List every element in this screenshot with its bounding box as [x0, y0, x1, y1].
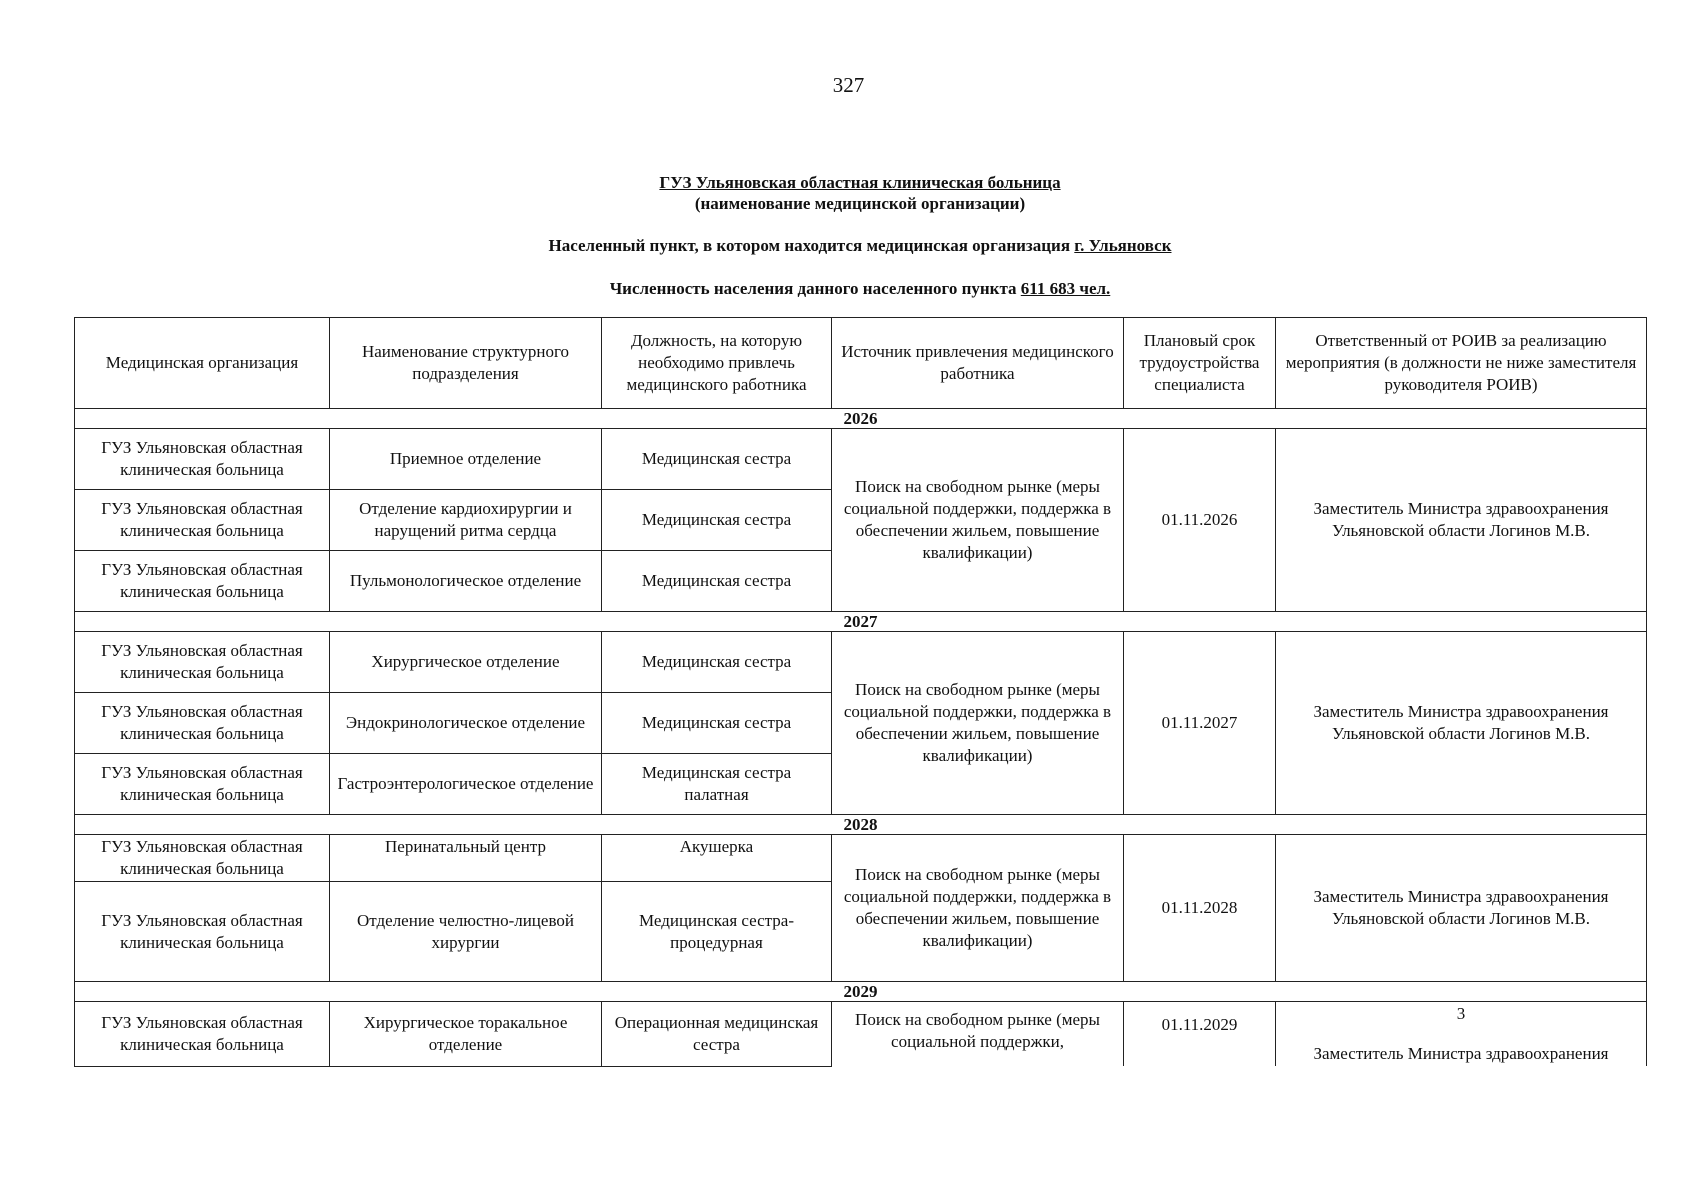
year-label: 2026: [75, 409, 1647, 429]
dept-cell: Перинатальный центр: [330, 835, 602, 882]
org-name: ГУЗ Ульяновская областная клиническая больница: [659, 173, 1061, 192]
year-label: 2029: [75, 982, 1647, 1002]
col-header-org: Медицинская организация: [75, 318, 330, 409]
source-cell: Поиск на свободном рынке (меры социальной поддержки, поддержка в обеспечении жильем, повышение квалификации): [832, 429, 1124, 612]
org-cell: ГУЗ Ульяновская областная клиническая больница: [75, 835, 330, 882]
org-cell: ГУЗ Ульяновская областная клиническая больница: [75, 429, 330, 490]
year-row: [75, 612, 1647, 632]
dept-cell: Хирургическое торакальное отделение: [330, 1002, 602, 1067]
marker: 3: [1456, 1004, 1466, 1023]
population-value: 611 683 чел.: [1020, 279, 1111, 298]
year-row: [75, 409, 1647, 429]
table-row: [75, 1002, 1647, 1067]
year-row: [75, 982, 1647, 1002]
date-cell: 01.11.2028: [1124, 835, 1276, 982]
date-value: 01.11.2029: [1161, 1015, 1238, 1034]
population-label: Численность населения данного населенного пункта: [609, 279, 1017, 298]
dept-cell: Пульмонологическое отделение: [330, 551, 602, 612]
col-header-position: Должность, на которую необходимо привлечь медицинского работника: [602, 318, 832, 409]
table-row: [75, 632, 1647, 693]
responsible-cell: Заместитель Министра здравоохранения Ульяновской области Логинов М.В.: [1276, 835, 1647, 982]
org-cell: ГУЗ Ульяновская областная клиническая больница: [75, 754, 330, 815]
org-cell: ГУЗ Ульяновская областная клиническая больница: [75, 882, 330, 982]
position-cell: Медицинская сестра: [602, 490, 832, 551]
org-cell: ГУЗ Ульяновская областная клиническая больница: [75, 551, 330, 612]
position-cell: Медицинская сестра: [602, 551, 832, 612]
dept-cell: Отделение кардиохирургии и нарущений ритма сердца: [330, 490, 602, 551]
source-partial: Поиск на свободном рынке (меры социальной поддержки,: [855, 1010, 1100, 1051]
date-cell: 01.11.2026: [1124, 429, 1276, 612]
dept-cell: Хирургическое отделение: [330, 632, 602, 693]
responsible-cell: [1276, 1002, 1647, 1067]
col-header-dept: Наименование структурного подразделения: [330, 318, 602, 409]
col-header-date: Плановый срок трудоустройства специалиста: [1124, 318, 1276, 409]
col-header-responsible: Ответственный от РОИВ за реализацию мероприятия (в должности не ниже заместителя руководителя РОИВ): [1276, 318, 1647, 409]
org-cell: ГУЗ Ульяновская областная клиническая больница: [75, 693, 330, 754]
dept-cell: Отделение челюстно-лицевой хирургии: [330, 882, 602, 982]
table-row: [75, 835, 1647, 882]
col-header-source: Источник привлечения медицинского работника: [832, 318, 1124, 409]
year-label: 2027: [75, 612, 1647, 632]
staffing-table: [74, 317, 1647, 1067]
org-cell: ГУЗ Ульяновская областная клиническая больница: [75, 1002, 330, 1067]
responsible-cell: Заместитель Министра здравоохранения Ульяновской области Логинов М.В.: [1276, 632, 1647, 815]
locality-line: [0, 236, 1697, 256]
responsible-cell: Заместитель Министра здравоохранения Ульяновской области Логинов М.В.: [1276, 429, 1647, 612]
position-cell: Медицинская сестра: [602, 429, 832, 490]
position-cell: Медицинская сестра: [602, 632, 832, 693]
year-label: 2028: [75, 815, 1647, 835]
dept-cell: Эндокринологическое отделение: [330, 693, 602, 754]
locality-label: Населенный пункт, в котором находится медицинская организация: [548, 236, 1071, 255]
table-header-row: [75, 318, 1647, 409]
position-cell: Медицинская сестра-процедурная: [602, 882, 832, 982]
year-row: [75, 815, 1647, 835]
org-cell: ГУЗ Ульяновская областная клиническая больница: [75, 490, 330, 551]
date-cell: [1124, 1002, 1276, 1067]
responsible-partial: Заместитель Министра здравоохранения: [1313, 1044, 1609, 1063]
position-cell: Акушерка: [602, 835, 832, 882]
dept-cell: Приемное отделение: [330, 429, 602, 490]
dept-cell: Гастроэнтерологическое отделение: [330, 754, 602, 815]
page-number: 327: [832, 73, 865, 97]
position-cell: Медицинская сестра: [602, 693, 832, 754]
org-caption: (наименование медицинской организации): [694, 194, 1026, 213]
source-cell: [832, 1002, 1124, 1067]
position-cell: Медицинская сестра палатная: [602, 754, 832, 815]
date-cell: 01.11.2027: [1124, 632, 1276, 815]
source-cell: Поиск на свободном рынке (меры социальной поддержки, поддержка в обеспечении жильем, повышение квалификации): [832, 835, 1124, 982]
org-name-heading: [0, 173, 1697, 193]
position-cell: Операционная медицинская сестра: [602, 1002, 832, 1067]
locality-value: г. Ульяновск: [1074, 236, 1172, 255]
population-line: [0, 279, 1697, 299]
table-row: [75, 429, 1647, 490]
source-cell: Поиск на свободном рынке (меры социальной поддержки, поддержка в обеспечении жильем, повышение квалификации): [832, 632, 1124, 815]
org-cell: ГУЗ Ульяновская областная клиническая больница: [75, 632, 330, 693]
